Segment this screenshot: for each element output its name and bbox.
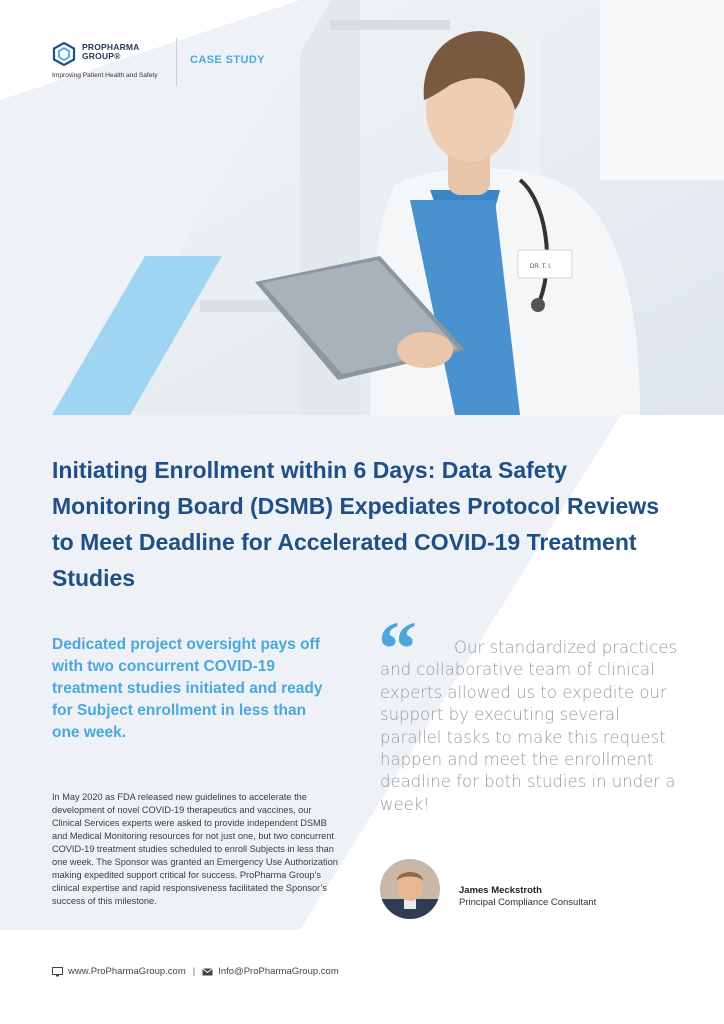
page-title: Initiating Enrollment within 6 Days: Data Safety Monitoring Board (DSMB) Expediates Protocol Reviews to Meet Deadline for Accelerated COVID-19 Treatment Studies [52,457,660,591]
avatar [380,859,440,919]
logo-tagline: Improving Patient Health and Safety [52,72,158,79]
person-name: James Meckstroth [459,885,542,896]
person-role: Principal Compliance Consultant [459,897,597,908]
quote-mark-icon: “ [378,605,417,692]
header-divider [176,38,177,86]
envelope-icon [202,967,213,977]
logo-name-line1: PROPHARMA [82,42,140,52]
footer [52,966,339,977]
logo-name-line2: GROUP® [82,51,121,61]
website-link[interactable]: www.ProPharmaGroup.com [68,966,186,977]
logo-name [82,43,172,61]
section-label: CASE STUDY [190,54,265,66]
badge-text: DR. T. I. [530,264,552,270]
header [0,0,360,100]
subtitle: Dedicated project oversight pays off with two concurrent COVID-19 treatment studies initiated and ready for Subject enrollment in less than one week. [52,636,323,741]
footer-separator: | [192,966,196,977]
hexagon-logo-icon [52,42,76,66]
pull-quote: Our standardized practices and collaborative team of clinical experts allowed us to expedite our support by executing several parallel tasks to make this request happen and meet the enrollment deadline for both studies in under a week! [380,638,678,814]
email-link[interactable]: Info@ProPharmaGroup.com [218,966,339,977]
body-paragraph: In May 2020 as FDA released new guidelines to accelerate the development of novel COVID-19 therapeutics and vaccines, our Clinical Services experts were asked to provide independent DSMB and Medical Monitoring resources for not just one, but two concurrent COVID-19 treatment studies scheduled to enroll Subjects in less than one week. The Sponsor was granted an Emergency Use Authorization making expedited support critical for success. ProPharma Group’s clinical expertise and rapid responsiveness facilitated the Sponsor’s success of this milestone. [52,792,338,906]
person-photo [380,859,440,919]
monitor-icon [52,967,63,977]
